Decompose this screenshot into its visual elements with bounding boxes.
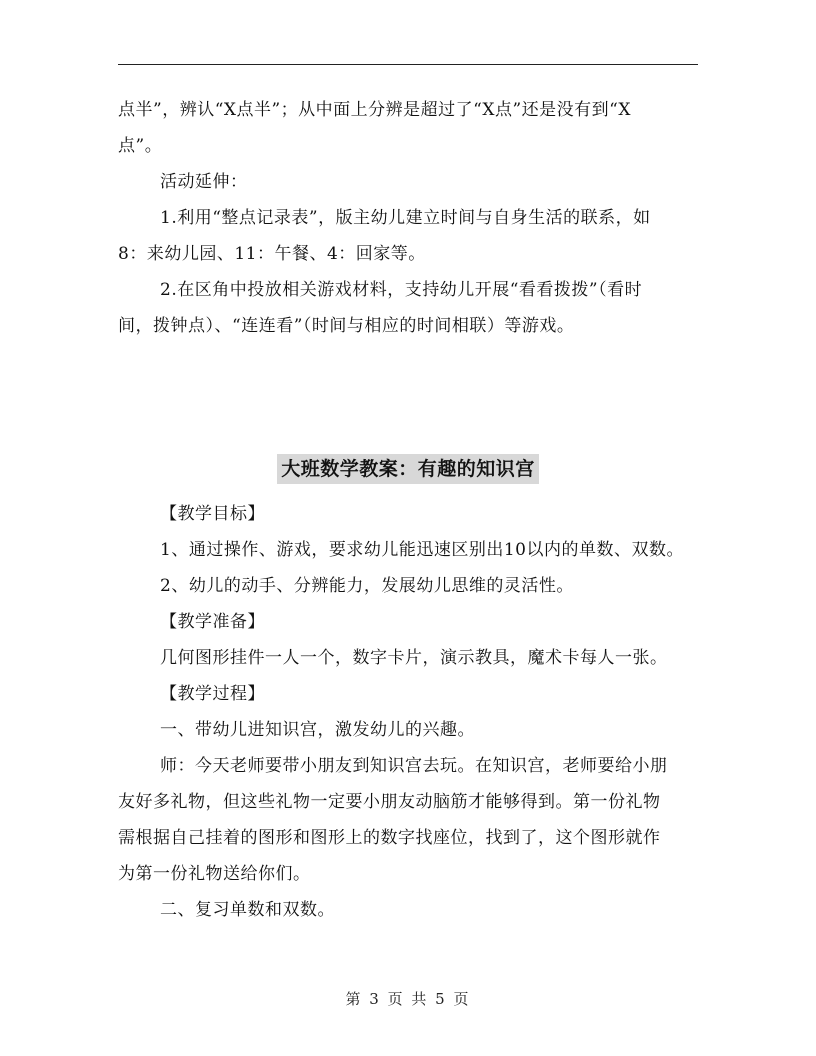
paragraph-line: 点”。 — [118, 136, 163, 156]
prep-heading: 【教学准备】 — [160, 612, 265, 632]
extension-item-1-line-2: 8：来幼儿园、11：午餐、4：回家等。 — [118, 244, 426, 264]
extension-item-2-line-2: 间，拨钟点）、“连连看”（时间与相应的时间相联）等游戏。 — [118, 316, 575, 336]
teacher-line: 师：今天老师要带小朋友到知识宫去玩。在知识宫，老师要给小朋 — [160, 756, 668, 776]
section-spacer — [118, 344, 698, 452]
teacher-line: 需根据自己挂着的图形和图形上的数字找座位，找到了，这个图形就作 — [118, 828, 661, 848]
teacher-line: 为第一份礼物送给你们。 — [118, 864, 311, 884]
extension-item-2-line-1: 2.在区角中投放相关游戏材料，支持幼儿开展“看看拨拨”（看时 — [160, 280, 643, 300]
lesson-title-wrap — [118, 452, 698, 488]
goal-item: 2、幼儿的动手、分辨能力，发展幼儿思维的灵活性。 — [160, 576, 574, 596]
process-step-1: 一、带幼儿进知识宫，激发幼儿的兴趣。 — [160, 720, 475, 740]
goals-heading: 【教学目标】 — [160, 504, 265, 524]
process-step-2: 二、复习单数和双数。 — [160, 900, 335, 920]
lesson-title: 大班数学教案：有趣的知识宫 — [277, 454, 539, 484]
document-body — [118, 92, 698, 928]
prep-text: 几何图形挂件一人一个，数字卡片，演示教具，魔术卡每人一张。 — [160, 648, 668, 668]
extension-heading: 活动延伸： — [160, 172, 248, 192]
header-rule — [118, 64, 698, 65]
page-number-footer: 第 3 页 共 5 页 — [345, 990, 471, 1008]
goal-item: 1、通过操作、游戏，要求幼儿能迅速区别出10以内的单数、双数。 — [160, 540, 684, 560]
process-heading: 【教学过程】 — [160, 684, 265, 704]
extension-item-1-line-1: 1.利用“整点记录表”，版主幼儿建立时间与自身生活的联系，如 — [160, 208, 651, 228]
teacher-line: 友好多礼物，但这些礼物一定要小朋友动脑筋才能够得到。第一份礼物 — [118, 792, 661, 812]
paragraph-line: 点半”，辨认“X点半”；从中面上分辨是超过了“X点”还是没有到“X — [118, 100, 631, 120]
